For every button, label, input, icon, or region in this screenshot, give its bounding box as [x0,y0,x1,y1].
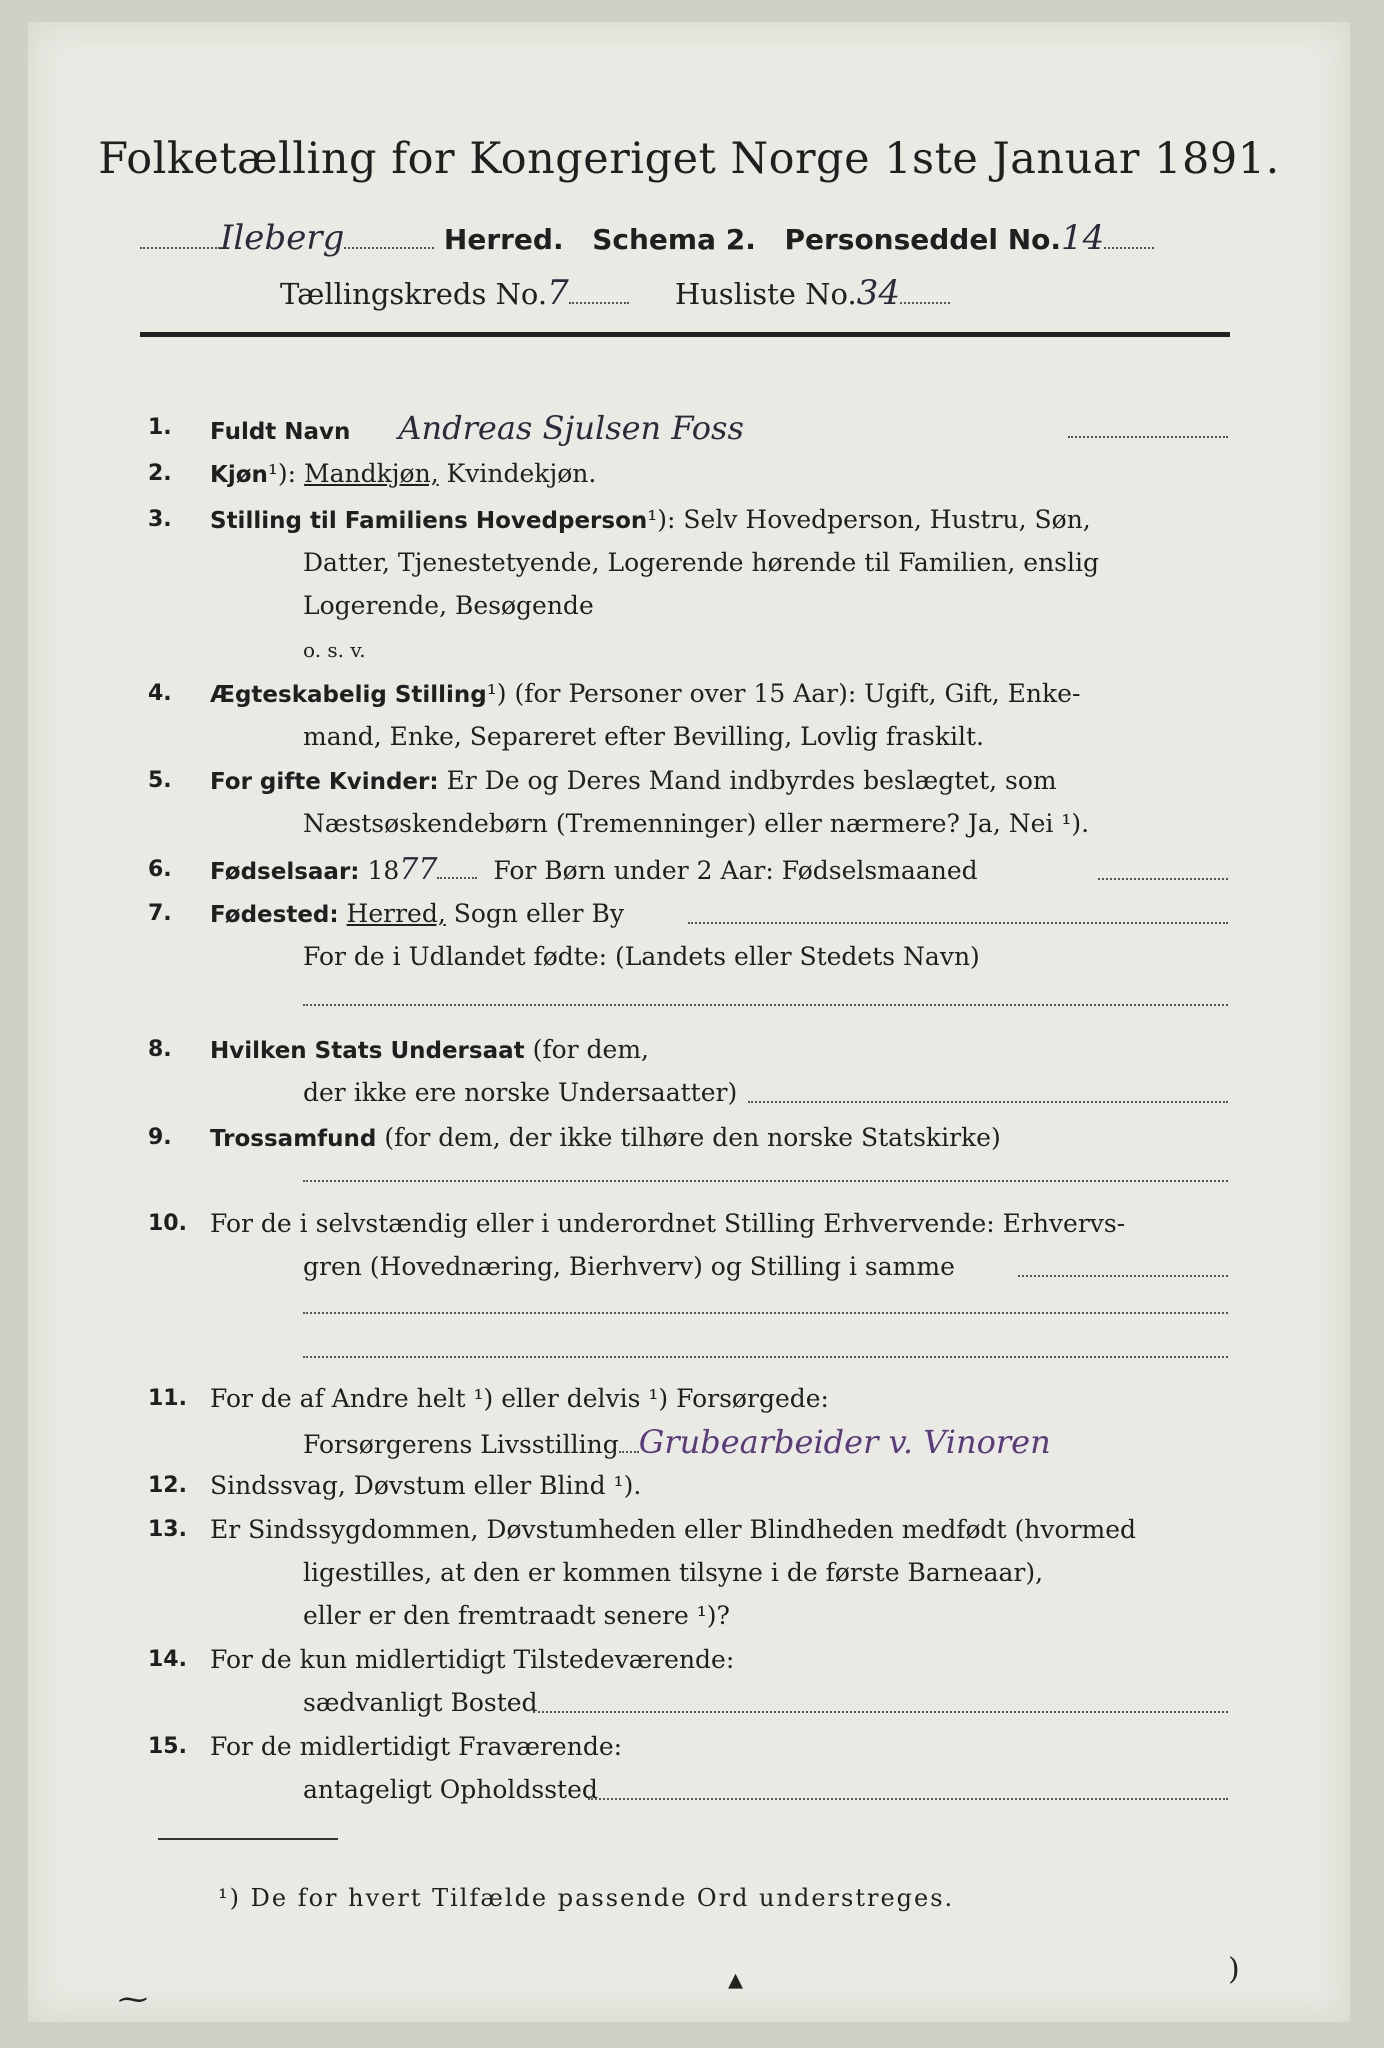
q4-number: 4. [148,681,172,706]
q3-sup: ¹): [647,505,676,534]
q8-text1: (for dem, [524,1035,649,1064]
form-title: Folketælling for Kongeriget Norge 1ste Januar 1891. [98,134,1280,184]
q7-line2: For de i Udlandet fødte: (Landets eller Stedets Navn) [303,942,980,971]
q2-option-mandkjon: Mandkjøn, [304,459,439,488]
header-rule [140,332,1230,337]
q12-number: 12. [148,1473,187,1498]
husliste-number: 34 [856,273,900,313]
q4-label: Ægteskabelig Stilling [210,682,487,708]
q2-number: 2. [148,461,172,486]
q5-label: For gifte Kvinder: [210,769,439,795]
q13-line2: ligestilles, at den er kommen tilsyne i de første Barneaar), [303,1558,1044,1587]
q6-label: Fødselsaar: [210,859,360,885]
q9-text1: (for dem, der ikke tilhøre den norske Statskirke) [376,1123,1001,1152]
q1-full-name: Andreas Sjulsen Foss [398,409,744,447]
q10-number: 10. [148,1211,187,1236]
q7-fill-line [688,922,1228,924]
q5-line1 [210,765,1057,798]
q13-line1: Er Sindssygdommen, Døvstumheden eller Blindheden medfødt (hvormed [210,1515,1137,1544]
q6-rest: For Børn under 2 Aar: Fødselsmaaned [493,856,978,885]
q9-number: 9. [148,1125,172,1150]
q2-option-kvindekjon: Kvindekjøn. [438,459,597,488]
q10-fill-line3 [303,1356,1228,1358]
q5-number: 5. [148,768,172,793]
q7-option-rest: Sogn eller By [445,899,624,928]
q3-number: 3. [148,507,172,532]
q7-option-herred: Herred, [346,899,446,928]
header-kreds-line [280,273,950,313]
taellingskreds-label: Tællingskreds No. [280,277,548,311]
q3-line2: Datter, Tjenestetyende, Logerende hørende til Familien, enslig [303,548,1100,577]
q4-sup: ¹) [486,679,507,708]
q8-number: 8. [148,1037,172,1062]
footnote: ¹) De for hvert Tilfælde passende Ord understreges. [218,1884,955,1912]
q8-label: Hvilken Stats Undersaat [210,1038,525,1064]
q11-provider-occupation: Grubearbeider v. Vinoren [638,1423,1051,1461]
taellingskreds-number: 7 [547,273,569,313]
q6-number: 6. [148,857,172,882]
schema-label: Schema 2. [592,223,756,256]
q7-label: Fødested: [210,902,339,928]
q8-fill-line [748,1101,1228,1103]
q6-fill-line [1098,878,1228,880]
q6-prefix: 18 [359,856,400,885]
q6-birth-year: 77 [399,852,438,887]
q15-number: 15. [148,1734,187,1759]
q3-line3: Logerende, Besøgende [303,591,594,620]
stroke-mark-icon: ▴ [728,1962,744,1997]
q14-number: 14. [148,1647,187,1672]
q5-text1: Er De og Deres Mand indbyrdes beslægtet, som [438,766,1057,795]
q15-fill-line [588,1798,1228,1800]
q3-line1 [210,504,1091,537]
q12-line1: Sindssvag, Døvstum eller Blind ¹). [210,1471,642,1500]
q3-text1: Selv Hovedperson, Hustru, Søn, [675,505,1091,534]
q3-label: Stilling til Familiens Hovedperson [210,508,648,534]
q4-line2: mand, Enke, Separeret efter Bevilling, Lovlig fraskilt. [303,722,984,751]
q7-fill-line2 [303,1004,1228,1006]
tick-mark-icon: ) [1228,1952,1240,1987]
census-form [28,22,1350,2022]
q4-line1 [210,678,1080,711]
q7-number: 7. [148,901,172,926]
footnote-rule [158,1838,338,1840]
q8-line2: der ikke ere norske Undersaatter) [303,1078,738,1107]
q14-line2: sædvanligt Bosted [303,1688,538,1717]
q2-label: Kjøn [210,462,268,488]
q10-line2: gren (Hovednæring, Bierhverv) og Stilling i samme [303,1252,955,1281]
q13-number: 13. [148,1517,187,1542]
herred-label: Herred. [443,223,564,256]
herred-name: Ileberg [220,218,345,258]
husliste-label: Husliste No. [674,277,857,311]
q1-content [210,409,744,448]
q6-content [210,854,978,888]
q2-sup: ¹): [267,459,297,488]
q15-line2: antageligt Opholdssted [303,1775,598,1804]
q3-line4: o. s. v. [303,638,366,662]
q5-line2: Næstsøskendebørn (Tremenninger) eller nærmere? Ja, Nei ¹). [303,809,1090,838]
q15-line1: For de midlertidigt Fraværende: [210,1732,623,1761]
q11-label: Forsørgerens Livsstilling [303,1430,619,1459]
q4-text1: (for Personer over 15 Aar): Ugift, Gift, Enke- [506,679,1081,708]
q1-label: Fuldt Navn [210,419,351,445]
q9-fill-line [303,1180,1228,1182]
q10-fill-line [1018,1275,1228,1277]
q8-line1 [210,1034,649,1067]
q14-fill-line [533,1711,1228,1713]
q1-number: 1. [148,415,172,440]
q14-line1: For de kun midlertidigt Tilstedeværende: [210,1645,735,1674]
personseddel-label: Personseddel No. [784,223,1061,256]
q11-number: 11. [148,1386,187,1411]
q2-content [210,458,596,491]
personseddel-number: 14 [1061,218,1105,258]
q10-fill-line2 [303,1312,1228,1314]
q9-line1 [210,1122,1001,1155]
q13-line3: eller er den fremtraadt senere ¹)? [303,1601,730,1630]
corner-mark-icon: ⁓ [118,1982,148,2017]
q1-fill-line [1068,436,1228,438]
q11-line1: For de af Andre helt ¹) eller delvis ¹) Forsørgede: [210,1384,829,1413]
q9-label: Trossamfund [210,1126,377,1152]
header-herred-line [140,218,1154,258]
q10-line1: For de i selvstændig eller i underordnet Stilling Erhvervende: Erhvervs- [210,1209,1126,1238]
q11-line2 [303,1423,1051,1461]
q7-line1 [210,898,624,931]
